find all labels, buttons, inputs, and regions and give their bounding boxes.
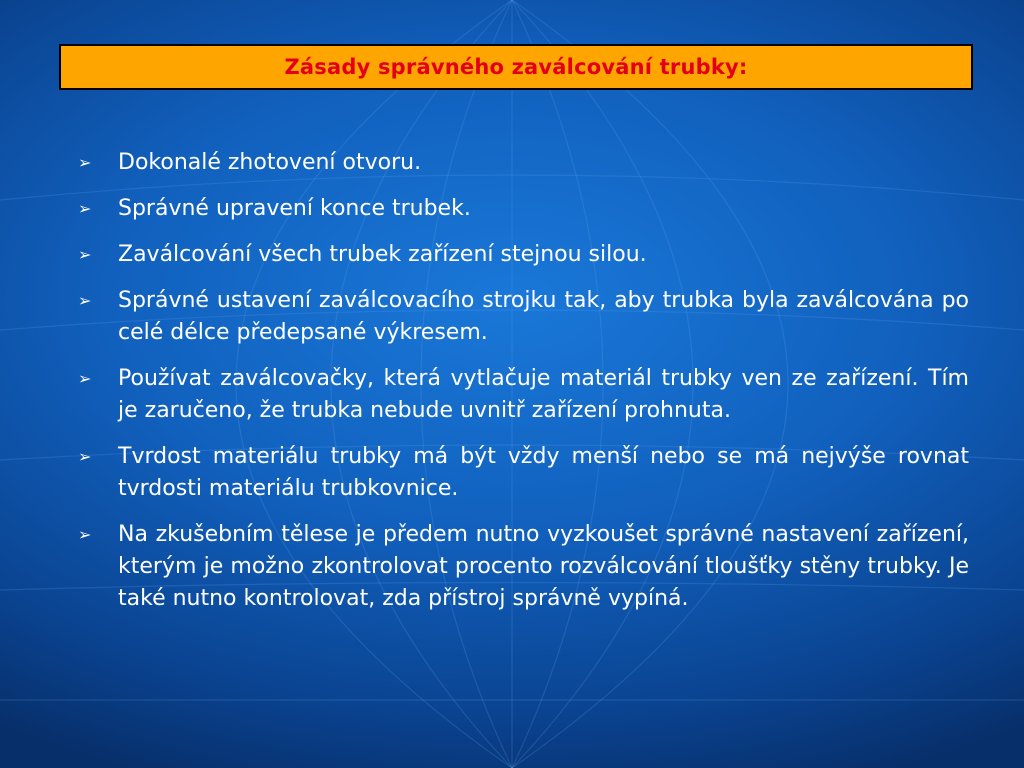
bullet-text: Dokonalé zhotovení otvoru. xyxy=(118,150,422,175)
slide-title: Zásady správného zaválcování trubky: xyxy=(284,55,748,79)
list-item xyxy=(78,193,969,225)
title-box xyxy=(59,44,973,90)
bullet-text: Na zkušebním tělese je předem nutno vyzkoušet správné nastavení zařízení, kterým je možno zkontrolovat procento rozválcování tloušťky stěny trubky. Je také nutno kontrolovat, zda přístroj správně vypíná. xyxy=(118,522,969,611)
list-item xyxy=(78,441,969,505)
bullet-text: Zaválcování všech trubek zařízení stejnou silou. xyxy=(118,242,647,267)
bullet-list xyxy=(78,147,969,629)
arrow-bullet-icon: ➢ xyxy=(78,369,92,388)
bullet-text: Používat zaválcovačky, která vytlačuje materiál trubky ven ze zařízení. Tím je zaručeno, že trubka nebude uvnitř zařízení prohnuta. xyxy=(118,366,969,423)
list-item xyxy=(78,363,969,427)
bullet-text: Správné upravení konce trubek. xyxy=(118,196,471,221)
arrow-bullet-icon: ➢ xyxy=(78,447,92,466)
bullet-text: Správné ustavení zaválcovacího strojku tak, aby trubka byla zaválcována po celé délce předepsané výkresem. xyxy=(118,288,969,345)
arrow-bullet-icon: ➢ xyxy=(78,291,92,310)
list-item xyxy=(78,519,969,615)
list-item xyxy=(78,147,969,179)
bullet-text: Tvrdost materiálu trubky má být vždy menší nebo se má nejvýše rovnat tvrdosti materiálu trubkovnice. xyxy=(118,444,969,501)
arrow-bullet-icon: ➢ xyxy=(78,525,92,544)
arrow-bullet-icon: ➢ xyxy=(78,153,92,172)
arrow-bullet-icon: ➢ xyxy=(78,199,92,218)
arrow-bullet-icon: ➢ xyxy=(78,245,92,264)
list-item xyxy=(78,285,969,349)
list-item xyxy=(78,239,969,271)
